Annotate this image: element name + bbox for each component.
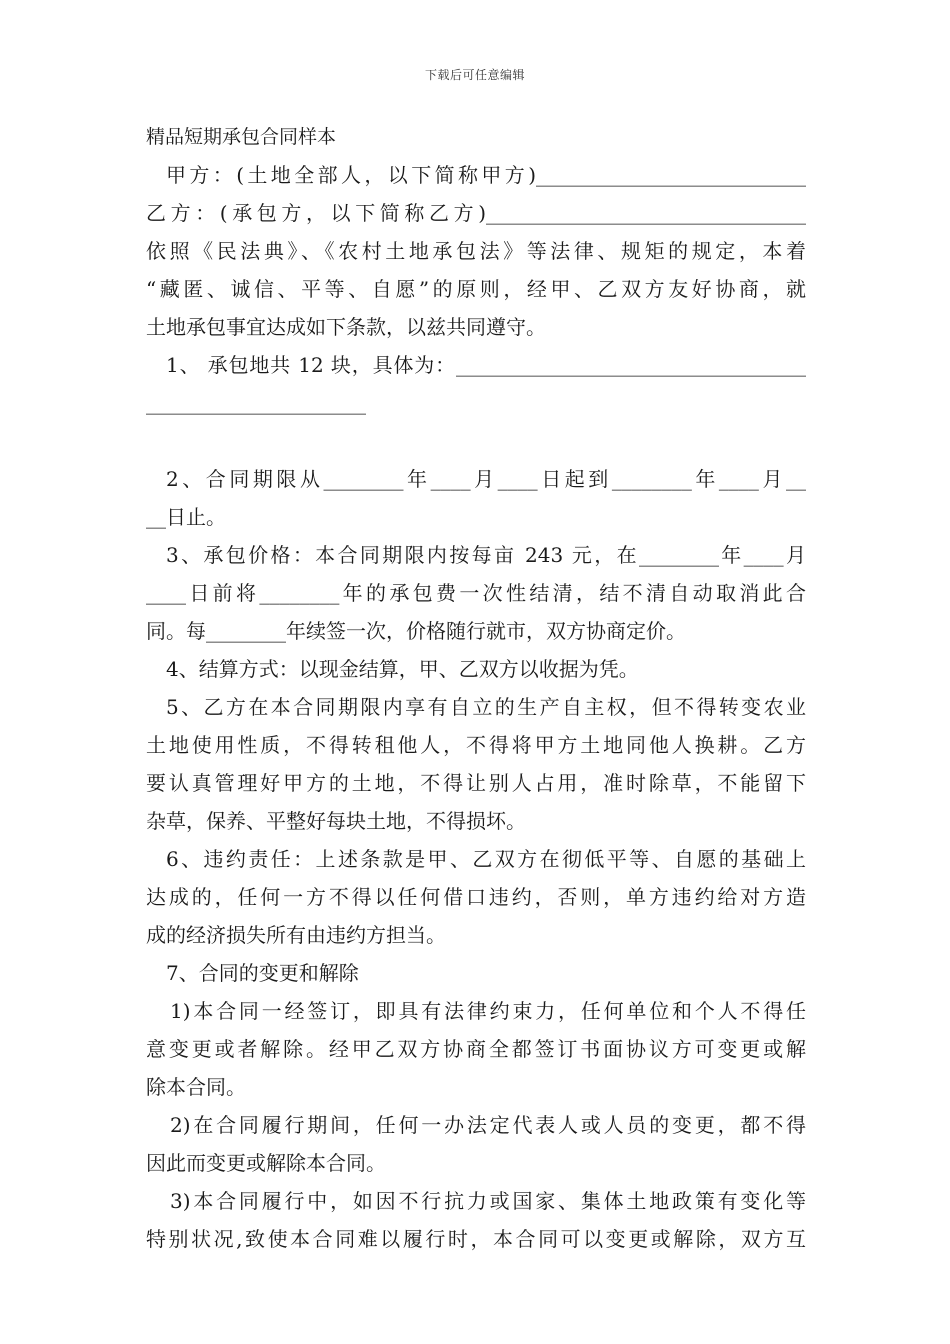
text-line: “藏匿、诚信、平等、自愿”的原则，经甲、乙双方友好协商，就	[146, 277, 806, 301]
text-line: 6、违约责任：上述条款是甲、乙双方在彻低平等、自愿的基础上	[166, 847, 806, 871]
text-line: 土地使用性质，不得转租他人，不得将甲方土地同他人换耕。乙方	[146, 733, 806, 757]
text-line: ______________________	[146, 391, 366, 415]
text-line: 3)本合同履行中，如因不行抗力或国家、集体土地政策有变化等	[170, 1189, 806, 1213]
text-line: 2)在合同履行期间，任何一办法定代表人或人员的变更，都不得	[170, 1113, 806, 1137]
text-line: 除本合同。	[146, 1075, 246, 1099]
text-line: 4、结算方式：以现金结算，甲、乙双方以收据为凭。	[166, 657, 639, 681]
text-line: 依照《民法典》、《农村土地承包法》等法律、规矩的规定，本着	[146, 239, 806, 263]
text-line: 乙方：(承包方，以下简称乙方)________________________________	[146, 201, 806, 225]
document-title: 精品短期承包合同样本	[146, 126, 337, 148]
text-line: 5、乙方在本合同期限内享有自立的生产自主权，但不得转变农业	[166, 695, 806, 719]
text-line: 因此而变更或解除本合同。	[146, 1151, 386, 1175]
text-line: 1、 承包地共 12 块，具体为：___________________________________	[166, 353, 806, 377]
text-line: 意变更或者解除。经甲乙双方协商全都签订书面协议方可变更或解	[146, 1037, 806, 1061]
text-line: 3、承包价格：本合同期限内按每亩 243 元，在________年____月	[166, 543, 806, 567]
text-line: 杂草，保养、平整好每块土地，不得损坏。	[146, 809, 526, 833]
text-line: 1)本合同一经签订，即具有法律约束力，任何单位和个人不得任	[170, 999, 806, 1023]
text-line: 2、合同期限从________年____月____日起到________年____月__	[166, 467, 806, 491]
text-line: 同。每________年续签一次，价格随行就市，双方协商定价。	[146, 619, 686, 643]
text-line: 达成的，任何一方不得以任何借口违约，否则，单方违约给对方造	[146, 885, 806, 909]
text-line: __日止。	[146, 505, 226, 529]
text-line: 成的经济损失所有由违约方担当。	[146, 923, 446, 947]
text-line: 甲方：(土地全部人，以下简称甲方)___________________________	[166, 163, 806, 187]
text-line: 7、合同的变更和解除	[166, 961, 359, 985]
page-header: 下载后可任意编辑	[424, 68, 525, 82]
text-line	[146, 422, 806, 460]
text-line: ____日前将________年的承包费一次性结清，结不清自动取消此合	[146, 581, 806, 605]
text-line: 土地承包事宜达成如下条款，以兹共同遵守。	[146, 315, 546, 339]
text-line: 要认真管理好甲方的土地，不得让别人占用，准时除草，不能留下	[146, 771, 806, 795]
document-body	[146, 118, 806, 1258]
text-line: 特别状况,致使本合同难以履行时，本合同可以变更或解除，双方互	[146, 1227, 806, 1251]
